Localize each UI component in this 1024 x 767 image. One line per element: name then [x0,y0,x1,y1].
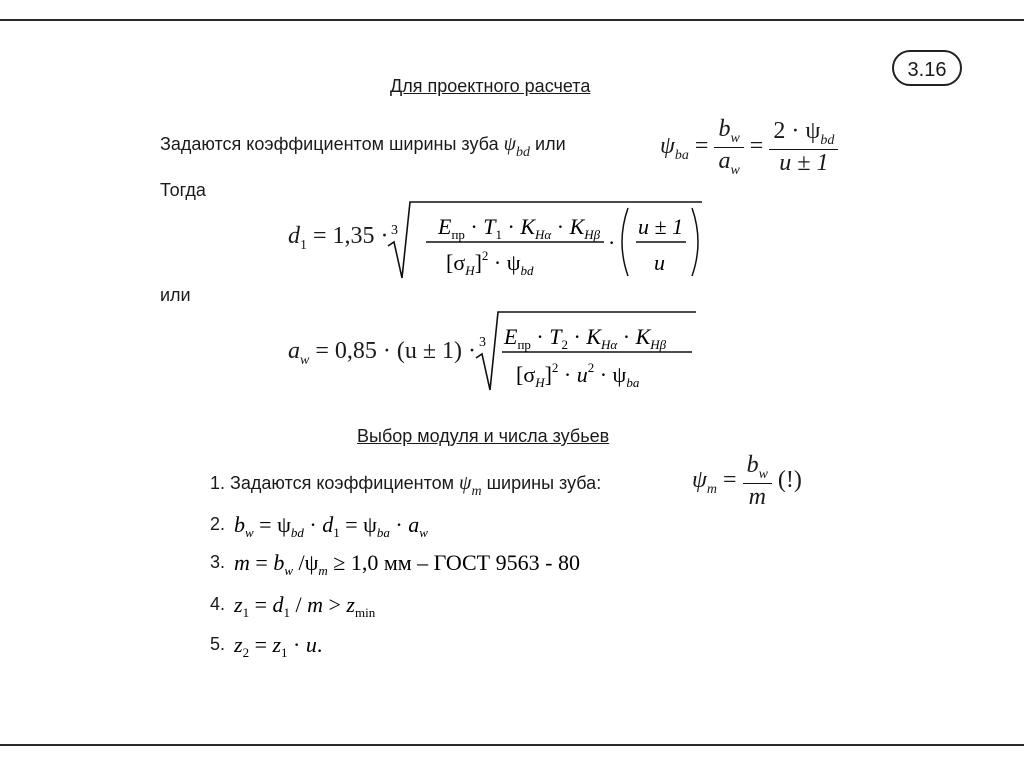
list-item: 5. [210,634,226,654]
fraction-2psi-u: $\frac{2 \cdot \psi_{bd}}{u \pm 1}$ [769,118,838,177]
svg-text:3: 3 [391,223,398,238]
svg-text:3: 3 [479,335,486,350]
svg-text:z1 = d1 / m > zmin: $z_1 = d_1 / m > z_{min}$ [234,592,376,620]
formula-psi-m: $\psi_m$ = $\frac{b_w}{m}$ (!) [692,452,802,510]
formula-m [234,544,674,582]
formula-z2 [234,626,394,664]
bottom-rule [0,744,1024,746]
intro-or: или [535,134,566,154]
svg-text:Eпр · T1 · KHα · KHβ: $E_{пр} \cdot T_1 \cdot K_{H\alpha} \cdot K_{H\beta}$ [438,214,601,242]
formula-d1-root [386,196,706,286]
svg-text:bw = ψbd · d1 = ψba · aw: $b_w = \psi_{bd} \cdot d_1 = \psi_{ba} \cdot a_w$ [234,512,428,540]
list-item: 4. [210,594,226,614]
top-rule [0,19,1024,21]
svg-text:[σH]2 · ψbd: $[\sigma_H]^2 \cdot \psi_{bd}$ [446,248,534,278]
intro-text: Задаются коэффициентом ширины зуба [160,134,499,154]
intro-line [160,133,566,161]
list-item: 3. [210,552,226,572]
fraction-bw-aw: $\frac{b_w}{a_w}$ [714,116,743,179]
svg-text:u: u [654,250,665,275]
list-item: 2. [210,514,226,534]
section-title-design-calc: Для проектного расчета [390,76,591,96]
or-label: или [160,285,191,305]
formula-aw-prefix: $a_w = 0,85 \cdot (u \pm 1)$ · [288,338,477,368]
svg-text:z2 = z1 · u.: $z_2 = z_1 \cdot u$. [234,632,323,660]
formula-bw [234,506,514,544]
list-item: 1. Задаются коэффициентом $\psi_m$ ширины зуба: [210,472,602,499]
then-label: Тогда [160,180,206,200]
slide-number-badge: 3.16 [892,50,962,86]
formula-aw-root [474,306,704,398]
psi-bd-symbol: $\psi_{bd}$ [503,133,531,160]
svg-text:Eпр · T2 · KHα · KHβ: $E_{пр} \cdot T_2 \cdot K_{H\alpha} \cdot K_{H\beta}$ [504,324,667,352]
formula-psi-ba: $\psi_{ba}$ = $\frac{b_w}{a_w}$ = $\frac{2 \cdot \psi_{bd}}{u \pm 1}$ [660,116,838,179]
svg-text:m = bw /ψm ≥ 1,0 мм – ГОСТ 95: $m = b_w$ $/\psi_m \ge 1,0$ мм – ГОСТ 9563 - 80 [234,550,580,578]
svg-text:·: · [608,230,616,255]
svg-text:u ± 1: u ± 1 [638,214,684,239]
svg-text:[σH]2 · u2 · ψba: $[\sigma_H]^2 \cdot u^2 \cdot \psi_{ba}$ [516,360,640,390]
formula-z1 [234,586,454,624]
section-title-module-teeth: Выбор модуля и числа зубьев [357,426,610,446]
formula-d1-prefix: $d_1 = 1,35$ · [288,223,389,253]
